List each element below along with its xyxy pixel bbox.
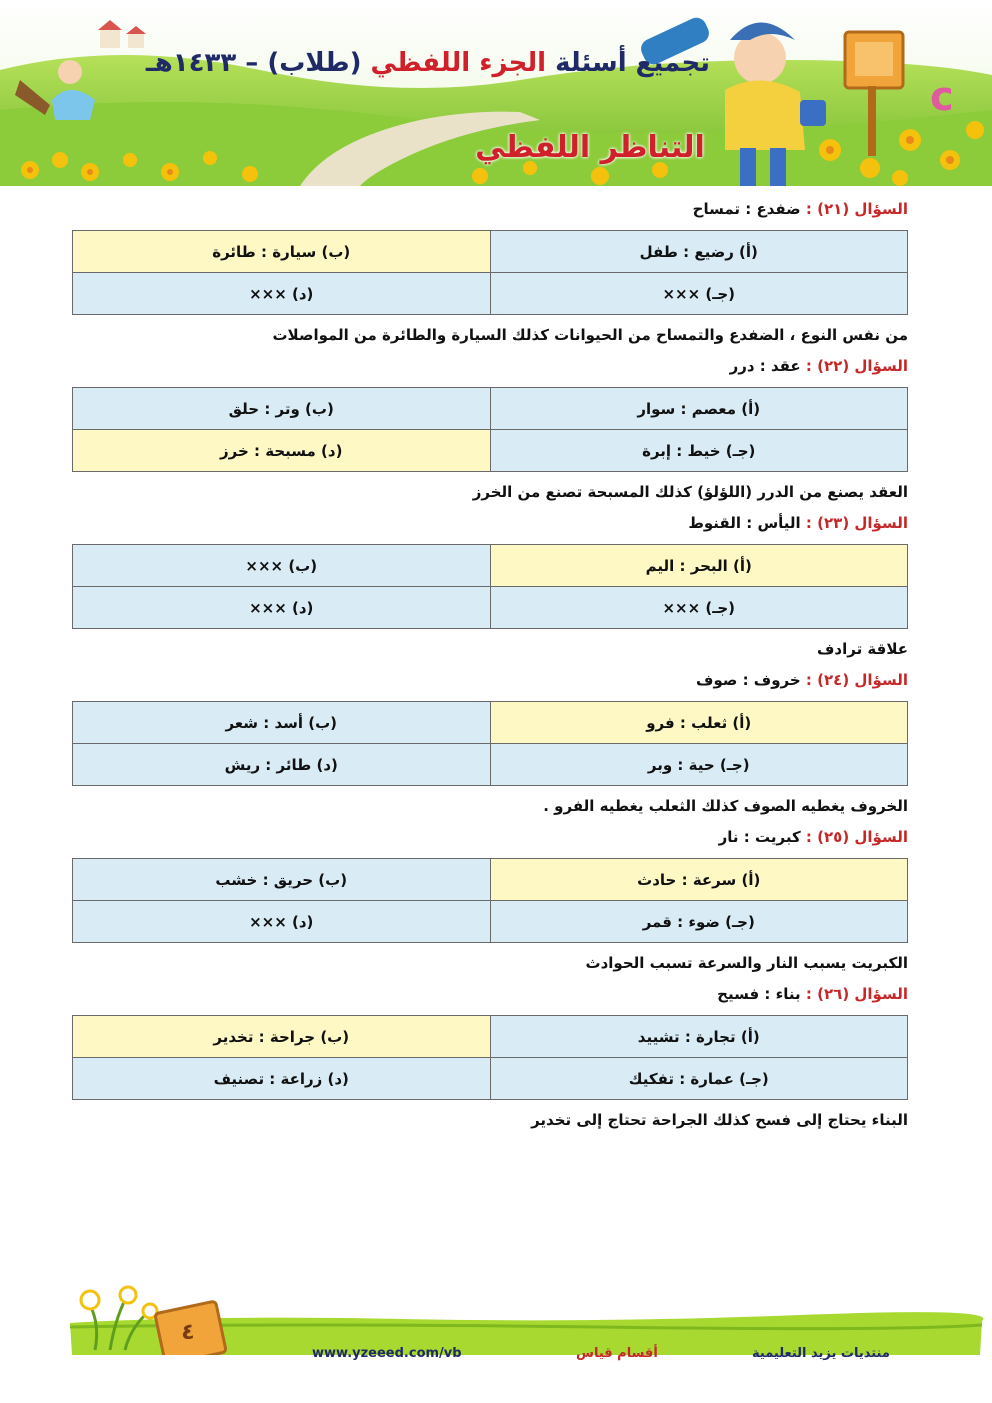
option-a[interactable]: (أ) تجارة : تشييد bbox=[490, 1016, 908, 1058]
options-table bbox=[72, 701, 908, 786]
question-line bbox=[72, 512, 908, 534]
option-b[interactable]: (ب) ××× bbox=[73, 545, 491, 587]
option-d[interactable]: (د) زراعة : تصنيف bbox=[73, 1058, 491, 1100]
question-label: السؤال (٢٦) : bbox=[805, 985, 908, 1003]
options-row bbox=[73, 1058, 908, 1100]
option-a[interactable]: (أ) البحر : اليم bbox=[490, 545, 908, 587]
question-line bbox=[72, 669, 908, 691]
question-pair: عقد : درر bbox=[729, 357, 801, 375]
options-row bbox=[73, 744, 908, 786]
question-label: السؤال (٢٢) : bbox=[805, 357, 908, 375]
title-prefix: تجميع أسئلة bbox=[555, 48, 710, 78]
footer-banner bbox=[0, 1245, 992, 1355]
question-label: السؤال (٢١) : bbox=[805, 200, 908, 218]
options-row bbox=[73, 859, 908, 901]
option-c[interactable]: (جـ) ××× bbox=[490, 587, 908, 629]
option-d[interactable]: (د) طائر : ريش bbox=[73, 744, 491, 786]
question-block bbox=[72, 669, 908, 818]
option-d[interactable]: (د) ××× bbox=[73, 587, 491, 629]
question-pair: كبريت : نار bbox=[718, 828, 801, 846]
footer-forum: منتديات يزيد التعليمية bbox=[752, 1346, 890, 1361]
options-row bbox=[73, 388, 908, 430]
question-line bbox=[72, 983, 908, 1005]
question-block bbox=[72, 512, 908, 661]
svg-text:c: c bbox=[930, 74, 954, 120]
question-line bbox=[72, 198, 908, 220]
option-a[interactable]: (أ) معصم : سوار bbox=[490, 388, 908, 430]
question-block bbox=[72, 983, 908, 1132]
page-number: ٤ bbox=[181, 1320, 195, 1345]
title-suffix: (طلاب) – ١٤٣٣هـ bbox=[145, 48, 362, 78]
option-b[interactable]: (ب) أسد : شعر bbox=[73, 702, 491, 744]
options-row bbox=[73, 901, 908, 943]
option-d[interactable]: (د) ××× bbox=[73, 273, 491, 315]
explanation: علاقة ترادف bbox=[816, 640, 908, 658]
explanation: الكبريت يسبب النار والسرعة تسبب الحوادث bbox=[585, 954, 908, 972]
page-subtitle: التناظر اللفظي bbox=[475, 130, 705, 165]
option-b[interactable]: (ب) جراحة : تخدير bbox=[73, 1016, 491, 1058]
options-row bbox=[73, 273, 908, 315]
footer-section: أقسام قياس bbox=[576, 1346, 658, 1361]
page-footer bbox=[0, 1245, 992, 1355]
page-header bbox=[0, 0, 992, 186]
footer-url[interactable]: www.yzeeed.com/vb bbox=[312, 1346, 462, 1361]
explanation: الخروف يغطيه الصوف كذلك الثعلب يغطيه الفرو . bbox=[543, 797, 908, 815]
option-c[interactable]: (جـ) عمارة : تفكيك bbox=[490, 1058, 908, 1100]
options-table bbox=[72, 387, 908, 472]
option-a[interactable]: (أ) رضيع : طفل bbox=[490, 231, 908, 273]
question-pair: بناء : فسيح bbox=[717, 985, 801, 1003]
option-b[interactable]: (ب) حريق : خشب bbox=[73, 859, 491, 901]
options-row bbox=[73, 702, 908, 744]
options-table bbox=[72, 1015, 908, 1100]
option-a[interactable]: (أ) ثعلب : فرو bbox=[490, 702, 908, 744]
question-label: السؤال (٢٣) : bbox=[805, 514, 908, 532]
option-d[interactable]: (د) ××× bbox=[73, 901, 491, 943]
question-line bbox=[72, 355, 908, 377]
explanation: العقد يصنع من الدرر (اللؤلؤ) كذلك المسبحة تصنع من الخرز bbox=[472, 483, 908, 501]
option-d[interactable]: (د) مسبحة : خرز bbox=[73, 430, 491, 472]
options-row bbox=[73, 430, 908, 472]
option-b[interactable]: (ب) سيارة : طائرة bbox=[73, 231, 491, 273]
options-row bbox=[73, 231, 908, 273]
question-block bbox=[72, 355, 908, 504]
options-row bbox=[73, 545, 908, 587]
option-c[interactable]: (جـ) ضوء : قمر bbox=[490, 901, 908, 943]
question-pair: ضفدع : تمساح bbox=[692, 200, 801, 218]
explanation: من نفس النوع ، الضفدع والتمساح من الحيوانات كذلك السيارة والطائرة من المواصلات bbox=[272, 326, 908, 344]
option-c[interactable]: (جـ) ××× bbox=[490, 273, 908, 315]
options-table bbox=[72, 230, 908, 315]
question-block bbox=[72, 826, 908, 975]
option-b[interactable]: (ب) وتر : حلق bbox=[73, 388, 491, 430]
option-c[interactable]: (جـ) خيط : إبرة bbox=[490, 430, 908, 472]
question-pair: اليأس : القنوط bbox=[688, 514, 801, 532]
title-highlight: الجزء اللفظي bbox=[370, 48, 547, 78]
options-row bbox=[73, 587, 908, 629]
question-line bbox=[72, 826, 908, 848]
question-label: السؤال (٢٤) : bbox=[805, 671, 908, 689]
question-label: السؤال (٢٥) : bbox=[805, 828, 908, 846]
questions-container bbox=[72, 190, 908, 1140]
question-pair: خروف : صوف bbox=[696, 671, 801, 689]
options-row bbox=[73, 1016, 908, 1058]
options-table bbox=[72, 858, 908, 943]
explanation: البناء يحتاج إلى فسح كذلك الجراحة تحتاج إلى تخدير bbox=[531, 1111, 908, 1129]
option-c[interactable]: (جـ) حية : وبر bbox=[490, 744, 908, 786]
options-table bbox=[72, 544, 908, 629]
question-block bbox=[72, 198, 908, 347]
option-a[interactable]: (أ) سرعة : حادث bbox=[490, 859, 908, 901]
page-title bbox=[145, 48, 710, 78]
